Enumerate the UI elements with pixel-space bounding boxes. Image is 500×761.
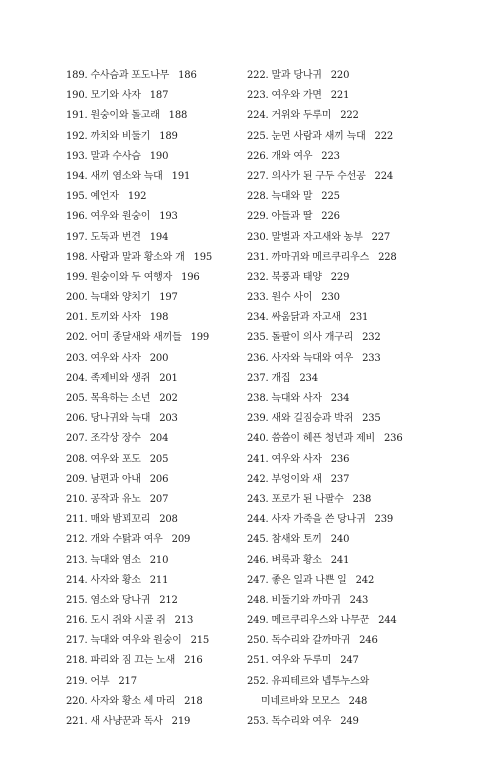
toc-entry-title: 여우와 두루미	[271, 655, 332, 667]
toc-entry	[66, 591, 241, 611]
toc-entry-number: 207.	[66, 433, 88, 445]
toc-entry	[247, 651, 432, 671]
toc-entry	[247, 510, 432, 530]
toc-entry-title: 수사슴과 포도나무	[90, 70, 170, 81]
toc-entry-title: 까치와 비둘기	[90, 130, 151, 142]
toc-entry	[66, 328, 241, 348]
toc-entry-title: 독수리와 갈까마귀	[271, 635, 351, 647]
toc-entry	[247, 490, 432, 510]
toc-entry-page: 222	[374, 130, 394, 142]
toc-entry	[66, 167, 241, 187]
toc-entry-title: 의사가 된 구두 수선공	[271, 170, 366, 182]
toc-entry-number: 237.	[247, 372, 269, 384]
toc-column-left	[66, 66, 241, 732]
toc-entry	[247, 389, 432, 409]
toc-entry-page: 211	[149, 574, 169, 586]
toc-entry-page: 241	[330, 554, 350, 566]
toc-entry-title: 도둑과 번견	[90, 231, 141, 243]
toc-entry	[247, 308, 432, 328]
toc-entry-page: 202	[159, 393, 178, 404]
toc-entry-number: 201.	[66, 312, 88, 324]
toc-entry-page: 237	[330, 473, 350, 485]
toc-entry-number: 250.	[247, 635, 269, 647]
toc-entry-page: 248	[348, 695, 368, 707]
toc-entry-page: 235	[362, 413, 381, 425]
toc-entry	[66, 450, 241, 470]
toc-entry	[66, 147, 241, 167]
toc-entry-page: 228	[378, 251, 397, 263]
toc-entry-title: 좋은 일과 나쁜 일	[271, 574, 347, 586]
toc-entry-number: 205.	[66, 393, 88, 404]
toc-entry-number: 211.	[66, 514, 88, 526]
toc-entry-page: 212	[159, 594, 178, 606]
toc-entry-page: 238	[352, 493, 372, 505]
toc-entry-page: 249	[340, 716, 359, 727]
toc-entry-page: 200	[149, 352, 169, 364]
toc-entry	[66, 510, 241, 530]
toc-entry-number: 225.	[247, 130, 269, 142]
toc-entry-page: 194	[149, 231, 169, 243]
toc-entry	[247, 86, 432, 106]
toc-entry-title: 사자와 늑대와 여우	[271, 352, 354, 364]
toc-entry-number: 238.	[247, 393, 269, 404]
toc-entry-number: 208.	[66, 453, 88, 465]
toc-entry-page: 221	[330, 90, 350, 102]
toc-entry-page: 247	[340, 655, 359, 667]
toc-entry	[66, 651, 241, 671]
toc-entry	[247, 248, 432, 268]
toc-entry-page: 233	[362, 352, 381, 364]
toc-entry	[247, 429, 432, 449]
toc-entry	[66, 530, 241, 550]
toc-entry-page: 231	[349, 312, 369, 324]
toc-entry-number: 232.	[247, 271, 269, 283]
toc-entry-number: 253.	[247, 716, 269, 727]
toc-entry	[66, 207, 241, 227]
toc-entry-title: 남편과 아내	[90, 473, 141, 485]
toc-entry-page: 195	[193, 251, 213, 263]
toc-entry-number: 218.	[66, 655, 88, 667]
toc-entry-page: 226	[321, 211, 340, 223]
toc-entry-title: 도시 쥐와 시골 쥐	[90, 615, 166, 627]
toc-entry-title: 토끼와 사자	[90, 312, 141, 324]
toc-entry-title: 비둘기와 까마귀	[271, 594, 341, 606]
toc-entry-title: 원숭이와 두 여행자	[90, 271, 173, 283]
toc-entry-title: 늑대와 양치기	[90, 292, 151, 304]
toc-entry-number: 239.	[247, 413, 269, 425]
toc-entry-title: 여우와 가면	[271, 90, 322, 102]
toc-entry	[247, 228, 432, 248]
toc-entry	[66, 551, 241, 571]
toc-entry	[247, 611, 432, 631]
toc-entry-title: 당나귀와 늑대	[90, 413, 151, 425]
toc-entry-title: 씀씀이 헤픈 청년과 제비	[271, 433, 376, 445]
toc-entry-title: 독수리와 여우	[271, 716, 332, 727]
toc-entry-page: 236	[384, 433, 403, 445]
toc-entry-title: 공작과 유노	[90, 493, 141, 505]
toc-entry-title: 매와 밤꾀꼬리	[90, 514, 151, 526]
toc-entry	[247, 409, 432, 429]
toc-entry	[66, 490, 241, 510]
toc-entry-page: 218	[184, 695, 203, 707]
toc-entry-title: 까마귀와 메르쿠리우스	[271, 251, 370, 263]
toc-entry	[66, 611, 241, 631]
toc-entry	[66, 369, 241, 389]
toc-entry-number: 241.	[247, 453, 269, 465]
toc-entry-title: 눈먼 사람과 새끼 늑대	[271, 130, 366, 142]
toc-entry-title: 여우와 사자	[271, 453, 322, 465]
toc-entry-page: 188	[168, 110, 188, 122]
toc-entry-page: 225	[321, 191, 340, 203]
toc-entry	[247, 328, 432, 348]
toc-entry	[247, 349, 432, 369]
toc-entry-page: 216	[184, 655, 203, 667]
toc-entry-number: 199.	[66, 271, 88, 283]
toc-entry	[247, 470, 432, 490]
toc-entry-number: 231.	[247, 251, 269, 263]
toc-entry-page: 201	[159, 372, 178, 384]
toc-entry-title: 유피테르와 넵투누스와	[271, 675, 370, 687]
toc-entry-page: 222	[340, 110, 359, 122]
toc-entry-title: 목욕하는 소년	[90, 393, 151, 404]
toc-entry	[66, 248, 241, 268]
toc-entry-number: 242.	[247, 473, 269, 485]
toc-entry-page: 239	[374, 514, 394, 526]
toc-entry	[66, 228, 241, 248]
toc-entry-page: 193	[159, 211, 178, 223]
toc-entry-title: 사람과 말과 황소와 개	[90, 251, 185, 263]
toc-entry	[247, 167, 432, 187]
toc-entry-number: 248.	[247, 594, 269, 606]
toc-entry-title: 개집	[271, 372, 291, 384]
toc-entry	[66, 127, 241, 147]
toc-entry-page: 186	[178, 70, 197, 81]
toc-entry-title: 싸움닭과 자고새	[271, 312, 341, 324]
toc-entry-number: 194.	[66, 170, 88, 182]
toc-entry-number: 219.	[66, 675, 88, 687]
toc-entry-page: 204	[149, 433, 169, 445]
toc-entry-number: 245.	[247, 534, 269, 546]
toc-entry-title: 조각상 장수	[90, 433, 141, 445]
toc-entry-title: 메르쿠리우스와 나무꾼	[271, 615, 370, 627]
toc-entry-page: 219	[171, 716, 191, 727]
toc-entry-number: 198.	[66, 251, 88, 263]
toc-entry-page: 199	[190, 332, 210, 344]
toc-entry-title: 족제비와 생쥐	[90, 372, 151, 384]
toc-entry-number: 200.	[66, 292, 88, 304]
toc-entry-title: 새와 길짐승과 박쥐	[271, 413, 354, 425]
toc-entry-number: 251.	[247, 655, 269, 667]
toc-entry	[247, 551, 432, 571]
toc-entry-page: 220	[330, 70, 350, 81]
toc-entry	[66, 86, 241, 106]
toc-entry-page: 227	[371, 231, 391, 243]
toc-column-right	[247, 66, 432, 732]
toc-entry-number: 249.	[247, 615, 269, 627]
toc-entry-number: 197.	[66, 231, 88, 243]
toc-entry-page: 230	[321, 292, 340, 304]
toc-entry-page: 187	[149, 90, 169, 102]
toc-entry	[66, 429, 241, 449]
toc-entry-number: 215.	[66, 594, 88, 606]
toc-entry-number: 227.	[247, 170, 269, 182]
toc-entry-title: 부엉이와 새	[271, 473, 322, 485]
toc-entry-number: 236.	[247, 352, 269, 364]
toc-entry-number: 220.	[66, 695, 88, 707]
toc-entry-title: 사자와 황소	[90, 574, 141, 586]
toc-entry-number: 209.	[66, 473, 88, 485]
toc-entry-page: 197	[159, 292, 178, 304]
toc-entry	[247, 591, 432, 611]
toc-entry	[247, 66, 432, 86]
toc-entry-page: 224	[374, 170, 394, 182]
toc-entry-number: 216.	[66, 615, 88, 627]
toc-entry-page: 217	[118, 675, 137, 687]
toc-entry-number: 210.	[66, 493, 88, 505]
toc-entry-page: 236	[330, 453, 350, 465]
toc-entry-number: 252.	[247, 675, 269, 687]
toc-entry-page: 191	[171, 170, 191, 182]
toc-entry-number: 213.	[66, 554, 88, 566]
toc-entry	[66, 187, 241, 207]
toc-entry-number: 224.	[247, 110, 269, 122]
toc-entry-title: 어미 종달새와 새끼들	[90, 332, 182, 344]
toc-entry-title: 미네르바와 모모스	[261, 695, 340, 707]
toc-entry-title: 벼룩과 황소	[271, 554, 322, 566]
toc-entry-title: 돌팔이 의사 개구리	[271, 332, 354, 344]
toc-entry	[66, 66, 241, 86]
toc-entry-title: 말과 당나귀	[271, 70, 322, 81]
toc-entry-number: 217.	[66, 635, 88, 647]
toc-entry-number: 190.	[66, 90, 88, 102]
toc-entry	[247, 712, 432, 732]
toc-entry-title: 거위와 두루미	[271, 110, 332, 122]
toc-entry-number: 235.	[247, 332, 269, 344]
toc-entry-page: 234	[330, 393, 350, 404]
toc-entry	[247, 147, 432, 167]
toc-entry-page: 206	[149, 473, 169, 485]
toc-entry-number: 223.	[247, 90, 269, 102]
toc-entry	[66, 308, 241, 328]
toc-entry	[247, 187, 432, 207]
toc-entry-title: 늑대와 사자	[271, 393, 322, 404]
toc-entry-title: 말과 수사슴	[90, 150, 141, 162]
toc-entry	[66, 106, 241, 126]
toc-entry-page: 215	[190, 635, 210, 647]
toc-entry-number: 203.	[66, 352, 88, 364]
toc-entry-title: 사자와 황소 세 마리	[90, 695, 176, 707]
toc-entry	[247, 692, 432, 712]
toc-entry-page: 198	[149, 312, 169, 324]
toc-entry-page: 196	[181, 271, 200, 283]
toc-entry-title: 사자 가죽을 쓴 당나귀	[271, 514, 366, 526]
toc-entry-title: 북풍과 태양	[271, 271, 322, 283]
toc-entry-title: 말벌과 자고새와 농부	[271, 231, 363, 243]
toc-entry-title: 염소와 당나귀	[90, 594, 151, 606]
toc-entry	[247, 571, 432, 591]
toc-entry-page: 208	[159, 514, 178, 526]
toc-entry-title: 새 사냥꾼과 독사	[90, 716, 163, 727]
toc-entry-page: 210	[149, 554, 169, 566]
toc-entry	[66, 712, 241, 732]
toc-entry-number: 196.	[66, 211, 88, 223]
toc-entry-page: 207	[149, 493, 169, 505]
toc-entry-title: 늑대와 염소	[90, 554, 141, 566]
toc-entry	[66, 692, 241, 712]
toc-entry	[66, 268, 241, 288]
toc-entry	[247, 207, 432, 227]
toc-entry-page: 205	[149, 453, 169, 465]
toc-entry-number: 229.	[247, 211, 269, 223]
toc-entry-title: 새끼 염소와 늑대	[90, 170, 163, 182]
toc-entry-title: 여우와 포도	[90, 453, 141, 465]
toc-entry	[66, 470, 241, 490]
toc-entry-number: 240.	[247, 433, 269, 445]
toc-entry-number: 204.	[66, 372, 88, 384]
toc-entry-number: 212.	[66, 534, 88, 546]
toc-entry	[66, 672, 241, 692]
toc-entry-number: 243.	[247, 493, 269, 505]
toc-entry	[247, 106, 432, 126]
toc-entry-title: 예언자	[90, 191, 119, 203]
toc-entry-number: 193.	[66, 150, 88, 162]
toc-entry-number: 191.	[66, 110, 88, 122]
toc-entry-number: 234.	[247, 312, 269, 324]
toc-entry-number: 195.	[66, 191, 88, 203]
toc-entry-title: 개와 여우	[271, 150, 313, 162]
toc-entry-page: 246	[359, 635, 378, 647]
toc-entry-number: 189.	[66, 70, 88, 81]
toc-entry-number: 222.	[247, 70, 269, 81]
toc-entry-number: 228.	[247, 191, 269, 203]
toc-entry	[247, 530, 432, 550]
toc-entry-page: 203	[159, 413, 178, 425]
toc-entry-title: 파리와 짐 끄는 노새	[90, 655, 176, 667]
toc-entry-page: 209	[171, 534, 191, 546]
toc-entry	[66, 409, 241, 429]
toc-entry-title: 참새와 토끼	[271, 534, 322, 546]
toc-entry-page: 240	[330, 534, 350, 546]
toc-entry-title: 아들과 딸	[271, 211, 313, 223]
toc-entry-title: 늑대와 여우와 원숭이	[90, 635, 182, 647]
toc-entry-title: 모기와 사자	[90, 90, 141, 102]
toc-entry-page: 189	[159, 130, 178, 142]
toc-entry	[247, 369, 432, 389]
toc-entry-number: 244.	[247, 514, 269, 526]
toc-entry-title: 어부	[90, 675, 110, 687]
toc-entry-number: 226.	[247, 150, 269, 162]
toc-entry-page: 229	[330, 271, 350, 283]
toc-entry-page: 243	[349, 594, 369, 606]
toc-entry	[247, 268, 432, 288]
toc-entry-page: 232	[362, 332, 381, 344]
toc-entry-title: 개와 수탉과 여우	[90, 534, 163, 546]
toc-entry-page: 242	[355, 574, 375, 586]
toc-entry-page: 223	[321, 150, 340, 162]
toc-entry-number: 221.	[66, 716, 88, 727]
toc-entry-number: 230.	[247, 231, 269, 243]
toc-entry	[66, 631, 241, 651]
toc-entry-page: 190	[149, 150, 169, 162]
toc-entry	[247, 672, 432, 692]
toc-entry-page: 244	[378, 615, 397, 627]
toc-entry-page: 234	[299, 372, 318, 384]
toc-entry-number: 206.	[66, 413, 88, 425]
toc-entry-number: 192.	[66, 130, 88, 142]
toc-entry-page: 192	[127, 191, 147, 203]
toc-entry-number: 202.	[66, 332, 88, 344]
toc-entry	[247, 631, 432, 651]
toc-entry-number: 214.	[66, 574, 88, 586]
toc-entry-title: 여우와 원숭이	[90, 211, 151, 223]
toc-entry	[247, 450, 432, 470]
toc-entry-title: 원수 사이	[271, 292, 313, 304]
toc-entry-number: 247.	[247, 574, 269, 586]
toc-entry-title: 여우와 사자	[90, 352, 141, 364]
toc-entry	[66, 389, 241, 409]
toc-entry	[66, 288, 241, 308]
toc-entry	[66, 349, 241, 369]
toc-entry-title: 포로가 된 나팔수	[271, 493, 344, 505]
toc-entry	[66, 571, 241, 591]
toc-entry	[247, 288, 432, 308]
toc-entry-page: 213	[174, 615, 194, 627]
toc-entry-title: 늑대와 말	[271, 191, 313, 203]
toc-entry-number: 233.	[247, 292, 269, 304]
toc-entry	[247, 127, 432, 147]
toc-entry-title: 원숭이와 돌고래	[90, 110, 160, 122]
toc-entry-number: 246.	[247, 554, 269, 566]
